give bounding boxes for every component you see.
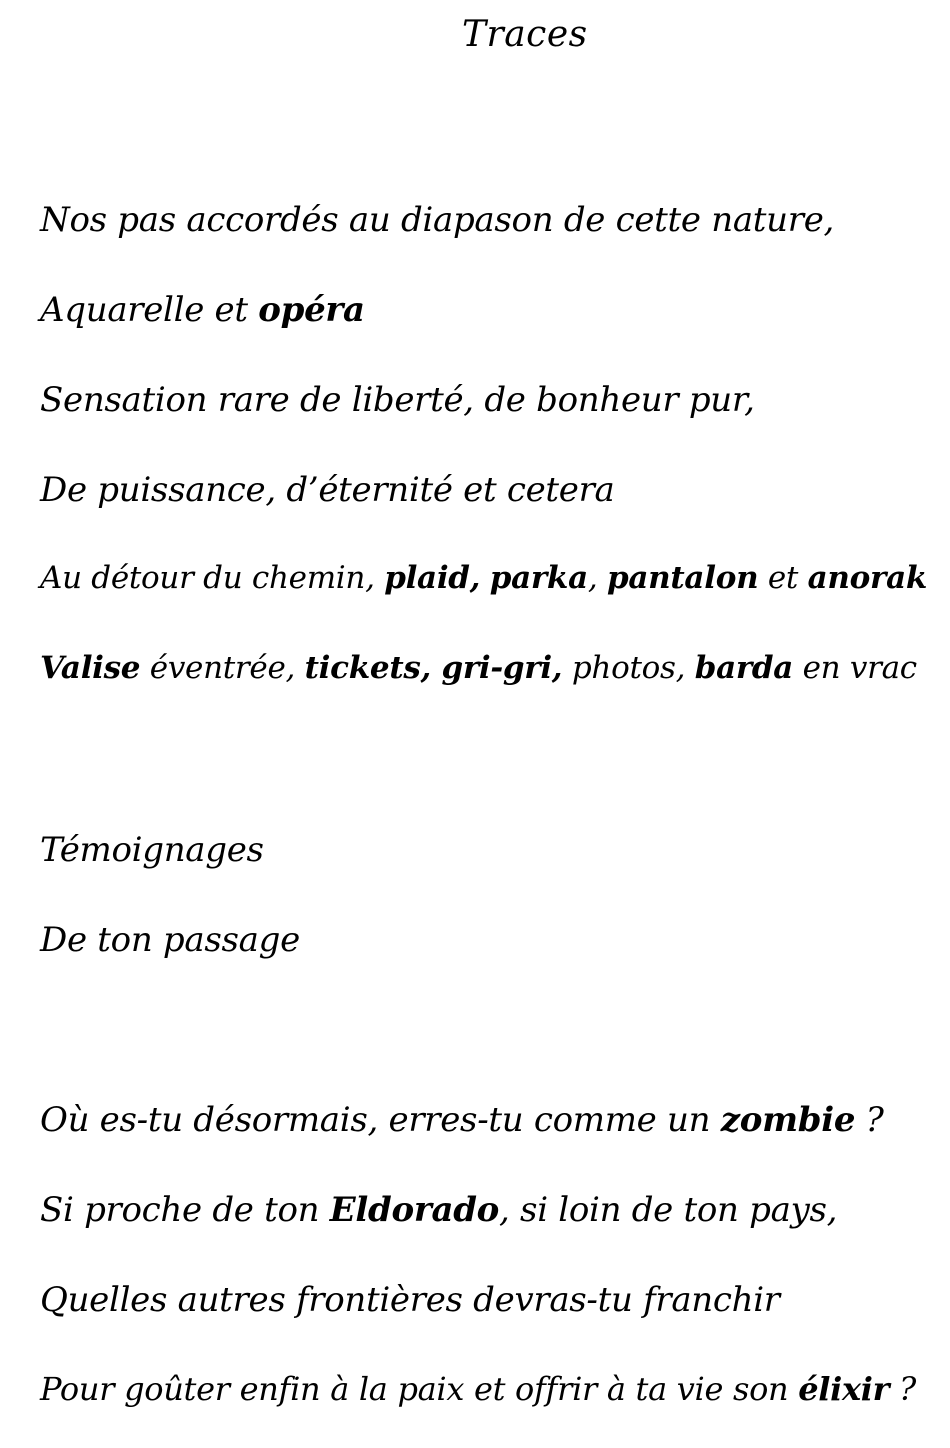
poem-line bbox=[40, 920, 300, 960]
poem-line bbox=[40, 200, 834, 240]
emphasized-word: pantalon bbox=[607, 560, 759, 596]
line-text: , bbox=[587, 560, 608, 596]
line-text: Quelles autres frontières devras-tu franchir bbox=[40, 1280, 780, 1320]
line-text: et bbox=[758, 560, 808, 596]
line-text: De ton passage bbox=[40, 920, 300, 960]
line-text: photos, bbox=[562, 650, 695, 686]
line-text: Si proche de ton bbox=[40, 1190, 330, 1230]
emphasized-word: anorak bbox=[807, 560, 928, 596]
line-text: éventrée, bbox=[140, 650, 305, 686]
poem-line bbox=[40, 560, 927, 596]
emphasized-word: Eldorado bbox=[329, 1190, 500, 1230]
line-text: ? bbox=[855, 1100, 884, 1140]
emphasized-word: plaid, bbox=[384, 560, 481, 596]
line-text: Nos pas accordés au diapason de cette nature, bbox=[40, 200, 835, 240]
poem-line bbox=[40, 470, 615, 510]
emphasized-word: élixir bbox=[798, 1370, 890, 1408]
line-text: Où es-tu désormais, erres-tu comme un bbox=[40, 1100, 721, 1140]
emphasized-word: opéra bbox=[258, 290, 365, 330]
poem-title: Traces bbox=[462, 14, 588, 55]
emphasized-word: tickets, gri-gri, bbox=[304, 650, 563, 686]
poem-line bbox=[40, 1100, 884, 1140]
line-text: Témoignages bbox=[40, 830, 264, 870]
line-text: Sensation rare de liberté, de bonheur pur, bbox=[40, 380, 755, 420]
poem-line bbox=[40, 830, 264, 870]
poem-line bbox=[40, 380, 755, 420]
line-text: en vrac bbox=[793, 650, 917, 686]
line-text bbox=[480, 560, 490, 596]
poem-line bbox=[40, 1370, 916, 1408]
poem-line bbox=[40, 650, 917, 686]
emphasized-word: parka bbox=[489, 560, 588, 596]
line-text: Pour goûter enfin à la paix et offrir à ta vie son bbox=[40, 1370, 799, 1408]
poem-line bbox=[40, 1280, 780, 1320]
emphasized-word: Valise bbox=[40, 650, 141, 686]
line-text: Au détour du chemin, bbox=[40, 560, 385, 596]
poem-line bbox=[40, 290, 365, 330]
line-text: ? bbox=[889, 1370, 916, 1408]
line-text: Aquarelle et bbox=[40, 290, 259, 330]
line-text: De puissance, d’éternité et cetera bbox=[40, 470, 615, 510]
emphasized-word: barda bbox=[694, 650, 794, 686]
line-text: , si loin de ton pays, bbox=[499, 1190, 838, 1230]
poem-line bbox=[40, 1190, 837, 1230]
emphasized-word: zombie bbox=[720, 1100, 856, 1140]
